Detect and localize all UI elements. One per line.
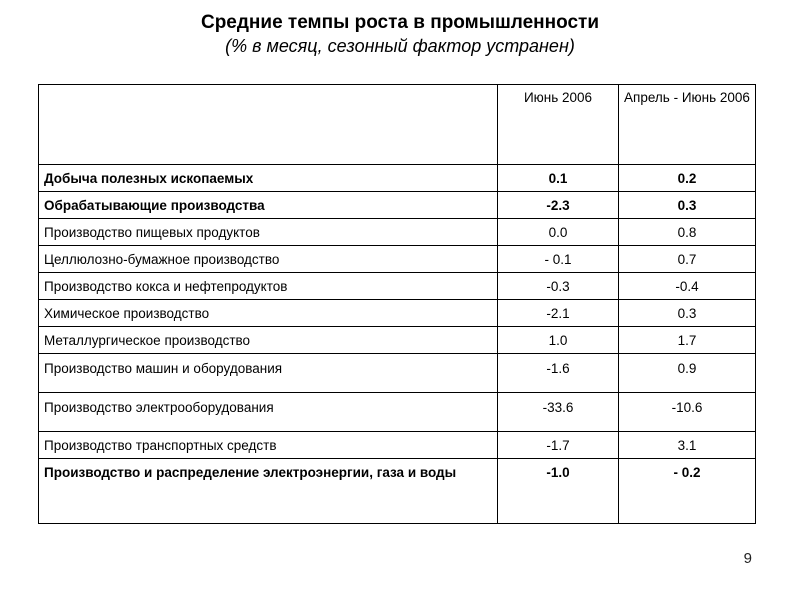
value-june: -1.6 [498, 354, 619, 393]
value-apr-jun: 0.9 [619, 354, 756, 393]
row-label: Целлюлозно-бумажное производство [39, 246, 498, 273]
value-june: 1.0 [498, 327, 619, 354]
row-label: Химическое производство [39, 300, 498, 327]
row-label: Обрабатывающие производства [39, 192, 498, 219]
value-apr-jun: -10.6 [619, 393, 756, 432]
row-label: Металлургическое производство [39, 327, 498, 354]
header-cell-apr-jun-2006: Апрель - Июнь 2006 [619, 85, 756, 165]
table-row [39, 327, 756, 354]
page-number: 9 [743, 550, 752, 567]
row-label: Производство транспортных средств [39, 432, 498, 459]
table-row [39, 459, 756, 524]
growth-rates-table [38, 84, 756, 524]
value-apr-jun: 0.3 [619, 192, 756, 219]
page-subtitle: (% в месяц, сезонный фактор устранен) [225, 36, 575, 56]
value-june: -1.7 [498, 432, 619, 459]
value-apr-jun: 3.1 [619, 432, 756, 459]
value-june: -2.3 [498, 192, 619, 219]
value-june: -0.3 [498, 273, 619, 300]
value-apr-jun: 0.7 [619, 246, 756, 273]
value-apr-jun: 0.8 [619, 219, 756, 246]
value-june: 0.0 [498, 219, 619, 246]
header-cell-june-2006: Июнь 2006 [498, 85, 619, 165]
row-label: Производство машин и оборудования [39, 354, 498, 393]
page-title: Средние темпы роста в промышленности [200, 12, 600, 33]
table-row [39, 273, 756, 300]
value-june: -1.0 [498, 459, 619, 524]
table-row [39, 246, 756, 273]
table-row [39, 165, 756, 192]
value-june: -33.6 [498, 393, 619, 432]
row-label: Производство электрооборудования [39, 393, 498, 432]
table-row [39, 393, 756, 432]
row-label: Добыча полезных ископаемых [39, 165, 498, 192]
value-june: -2.1 [498, 300, 619, 327]
row-label: Производство пищевых продуктов [39, 219, 498, 246]
value-june: 0.1 [498, 165, 619, 192]
value-apr-jun: -0.4 [619, 273, 756, 300]
value-june: - 0.1 [498, 246, 619, 273]
value-apr-jun: 0.2 [619, 165, 756, 192]
value-apr-jun: - 0.2 [619, 459, 756, 524]
table-row [39, 354, 756, 393]
table-header-row [39, 85, 756, 165]
row-label: Производство кокса и нефтепродуктов [39, 273, 498, 300]
table-row [39, 432, 756, 459]
value-apr-jun: 1.7 [619, 327, 756, 354]
table-row [39, 219, 756, 246]
header-cell-indicator [39, 85, 498, 165]
table-row [39, 300, 756, 327]
table-row [39, 192, 756, 219]
row-label: Производство и распределение электроэнергии, газа и воды [39, 459, 498, 524]
value-apr-jun: 0.3 [619, 300, 756, 327]
